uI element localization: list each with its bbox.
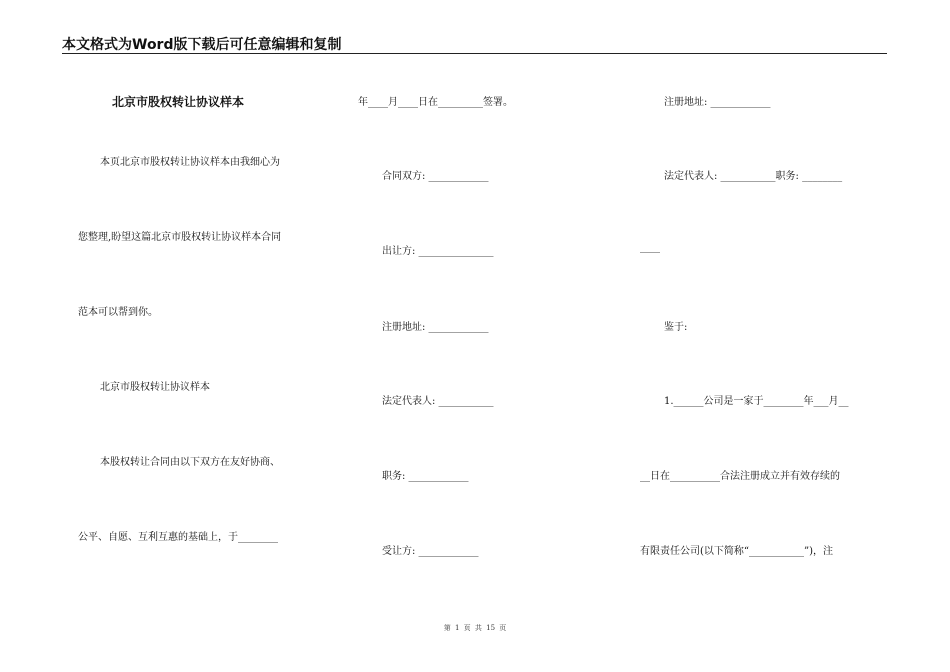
document-title: 北京市股权转让协议样本 bbox=[112, 95, 245, 109]
header-divider bbox=[62, 53, 887, 54]
paragraph-line: 法定代表人: ___________职务: ________ bbox=[664, 171, 843, 182]
page-label: 第 bbox=[443, 624, 451, 632]
paragraph-line: __日在__________合法注册成立并有效存续的 bbox=[640, 471, 840, 482]
paragraph-line: 您整理,盼望这篇北京市股权转让协议样本合同 bbox=[78, 232, 282, 243]
total-pages: 15 bbox=[486, 624, 496, 632]
paragraph-line: 注册地址: ____________ bbox=[664, 97, 771, 108]
paragraph-line: 本页北京市股权转让协议样本由我细心为 bbox=[100, 157, 280, 168]
paragraph-line: 北京市股权转让协议样本 bbox=[100, 382, 210, 393]
paragraph-line: ____ bbox=[640, 242, 660, 253]
total-unit: 页 bbox=[499, 624, 507, 632]
paragraph-line: 有限责任公司(以下简称“___________”)，注 bbox=[640, 546, 834, 557]
paragraph-line: 受让方: ____________ bbox=[382, 546, 479, 557]
paragraph-line: 范本可以帮到你。 bbox=[78, 307, 158, 318]
paragraph-line: 职务: ____________ bbox=[382, 471, 469, 482]
total-label: 共 bbox=[474, 624, 482, 632]
page-unit: 页 bbox=[463, 624, 471, 632]
paragraph-line: 鉴于: bbox=[664, 322, 688, 333]
paragraph-line: 本股权转让合同由以下双方在友好协商、 bbox=[100, 457, 280, 468]
paragraph-line: 合同双方: ____________ bbox=[382, 171, 489, 182]
paragraph-line: 法定代表人: ___________ bbox=[382, 396, 494, 407]
paragraph-line: 注册地址: ____________ bbox=[382, 322, 489, 333]
paragraph-line: 出让方: _______________ bbox=[382, 246, 494, 257]
paragraph-line: 1.______公司是一家于________年___月__ bbox=[664, 396, 849, 407]
page-footer bbox=[0, 623, 950, 633]
paragraph-line: 公平、自愿、互利互惠的基础上，于________ bbox=[78, 532, 278, 543]
header-title: 本文格式为Word版下载后可任意编辑和复制 bbox=[62, 37, 342, 53]
paragraph-line: 年____月____日在_________签署。 bbox=[358, 97, 513, 108]
page-number: 1 bbox=[454, 624, 460, 632]
